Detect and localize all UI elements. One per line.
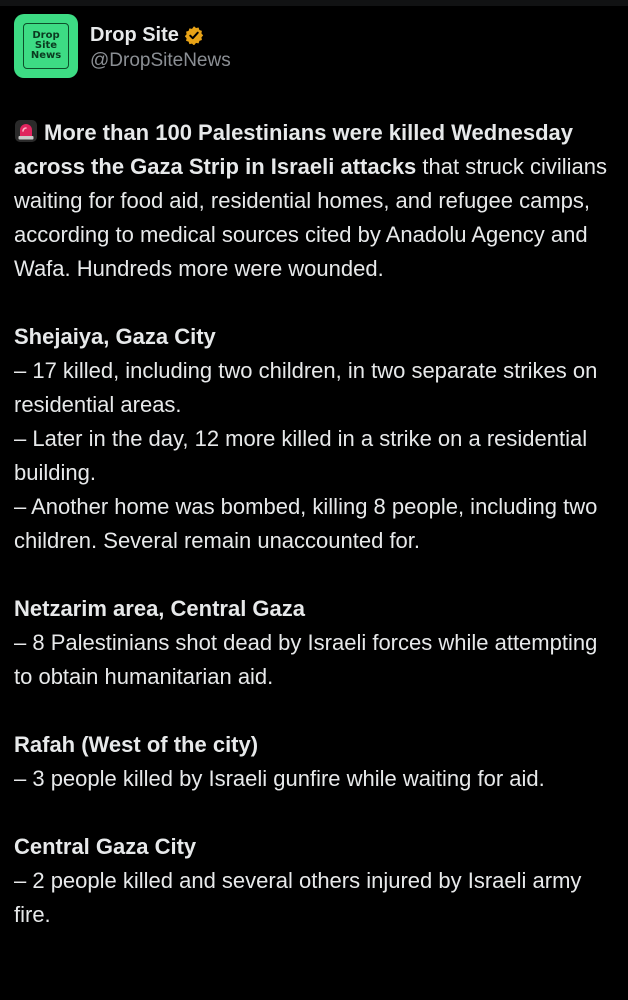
display-name-row	[90, 22, 231, 48]
section-rafah	[14, 728, 618, 796]
avatar-logo-text	[26, 31, 66, 61]
section-line: – 8 Palestinians shot dead by Israeli forces while attempting to obtain humanitarian aid.	[14, 630, 598, 689]
avatar[interactable]	[14, 14, 78, 78]
intro-text: that struck civilians waiting for food aid, residential homes, and refugee camps, according to medical sources cited by Anadolu Agency and Wafa. Hundreds more were wounded.	[14, 154, 608, 281]
section-line: – 3 people killed by Israeli gunfire while waiting for aid.	[14, 766, 545, 791]
intro-headline: More than 100 Palestinians were killed Wednesday across the Gaza Strip in Israeli attacks	[14, 120, 574, 179]
section-line: – Another home was bombed, killing 8 people, including two children. Several remain unaccounted for.	[14, 494, 598, 553]
avatar-logo-line: News	[30, 50, 62, 61]
section-netzarim	[14, 592, 618, 694]
section-heading: Shejaiya, Gaza City	[14, 324, 216, 349]
section-line: – 2 people killed and several others injured by Israeli army fire.	[14, 868, 582, 927]
section-central-gaza-city	[14, 830, 618, 932]
avatar-logo	[23, 23, 69, 69]
intro-paragraph	[14, 116, 618, 286]
section-shejaiya	[14, 320, 618, 558]
author-block	[90, 22, 231, 72]
avatar-logo-line: Site	[34, 40, 58, 51]
section-heading: Netzarim area, Central Gaza	[14, 596, 306, 621]
section-line: – 17 killed, including two children, in two separate strikes on residential areas.	[14, 358, 598, 417]
siren-icon	[14, 119, 38, 143]
verified-badge-icon[interactable]	[184, 25, 204, 45]
section-heading: Rafah (West of the city)	[14, 732, 259, 757]
user-handle[interactable]: @DropSiteNews	[90, 50, 231, 71]
tweet-text	[14, 116, 618, 932]
tweet-header	[0, 6, 628, 86]
section-heading: Central Gaza City	[14, 834, 197, 859]
section-line: – Later in the day, 12 more killed in a strike on a residential building.	[14, 426, 588, 485]
avatar-logo-line: Drop	[32, 30, 60, 41]
display-name[interactable]: Drop Site	[90, 23, 179, 46]
